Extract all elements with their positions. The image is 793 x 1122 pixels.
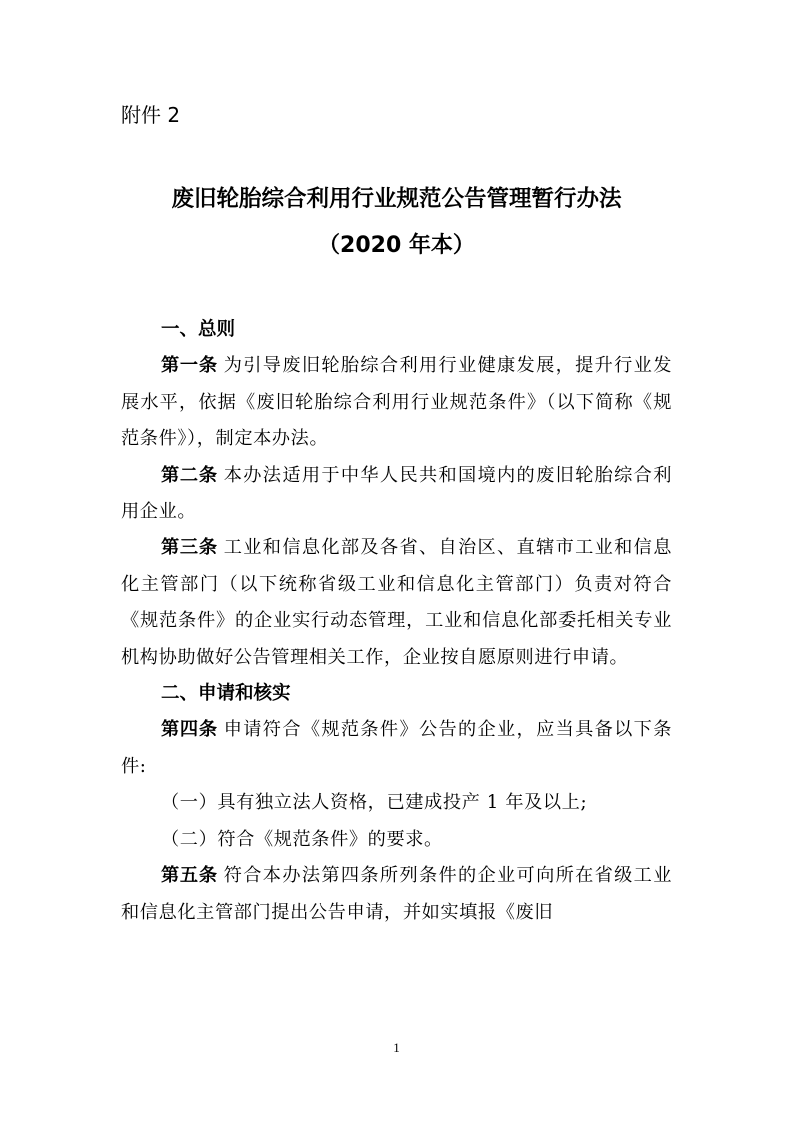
article-5 xyxy=(121,858,672,931)
document-title: 废旧轮胎综合利用行业规范公告管理暂行办法 xyxy=(171,186,622,212)
article-2-text: 本办法适用于中华人民共和国境内的废旧轮胎综合利用企业。 xyxy=(121,464,672,523)
article-1 xyxy=(121,348,672,457)
article-4-label: 第四条 xyxy=(161,719,218,741)
article-2 xyxy=(121,458,672,531)
article-5-label: 第五条 xyxy=(161,865,218,887)
document-edition: （2020 年本） xyxy=(318,233,475,258)
article-1-text: 为引导废旧轮胎综合利用行业健康发展，提升行业发展水平，依据《废旧轮胎综合利用行业规范条件》（以下简称《规范条件》），制定本办法。 xyxy=(121,355,672,450)
document-body xyxy=(121,312,672,931)
article-1-label: 第一条 xyxy=(161,355,218,377)
page-number: 1 xyxy=(393,1040,400,1055)
article-5-text: 符合本办法第四条所列条件的企业可向所在省级工业和信息化主管部门提出公告申请，并如实填报《废旧 xyxy=(121,865,672,923)
article-4-item-2: （二）符合《规范条件》的要求。 xyxy=(161,828,443,850)
section-heading-general: 一、总则 xyxy=(161,319,236,340)
article-4-item-1: （一）具有独立法人资格，已建成投产 1 年及以上; xyxy=(161,792,588,814)
article-3 xyxy=(121,530,672,676)
section-heading-apply: 二、申请和核实 xyxy=(161,683,291,705)
article-3-label: 第三条 xyxy=(161,537,218,559)
article-4-text: 申请符合《规范条件》公告的企业，应当具备以下条件: xyxy=(121,719,672,777)
article-3-text: 工业和信息化部及各省、自治区、直辖市工业和信息化主管部门（以下统称省级工业和信息化主管部门）负责对符合《规范条件》的企业实行动态管理，工业和信息化部委托相关专业机构协助做好公告管理相关工作，企业按自愿原则进行申请。 xyxy=(121,537,672,668)
article-4 xyxy=(121,712,672,785)
attachment-label: 附件 2 xyxy=(121,103,181,127)
article-2-label: 第二条 xyxy=(161,464,218,486)
